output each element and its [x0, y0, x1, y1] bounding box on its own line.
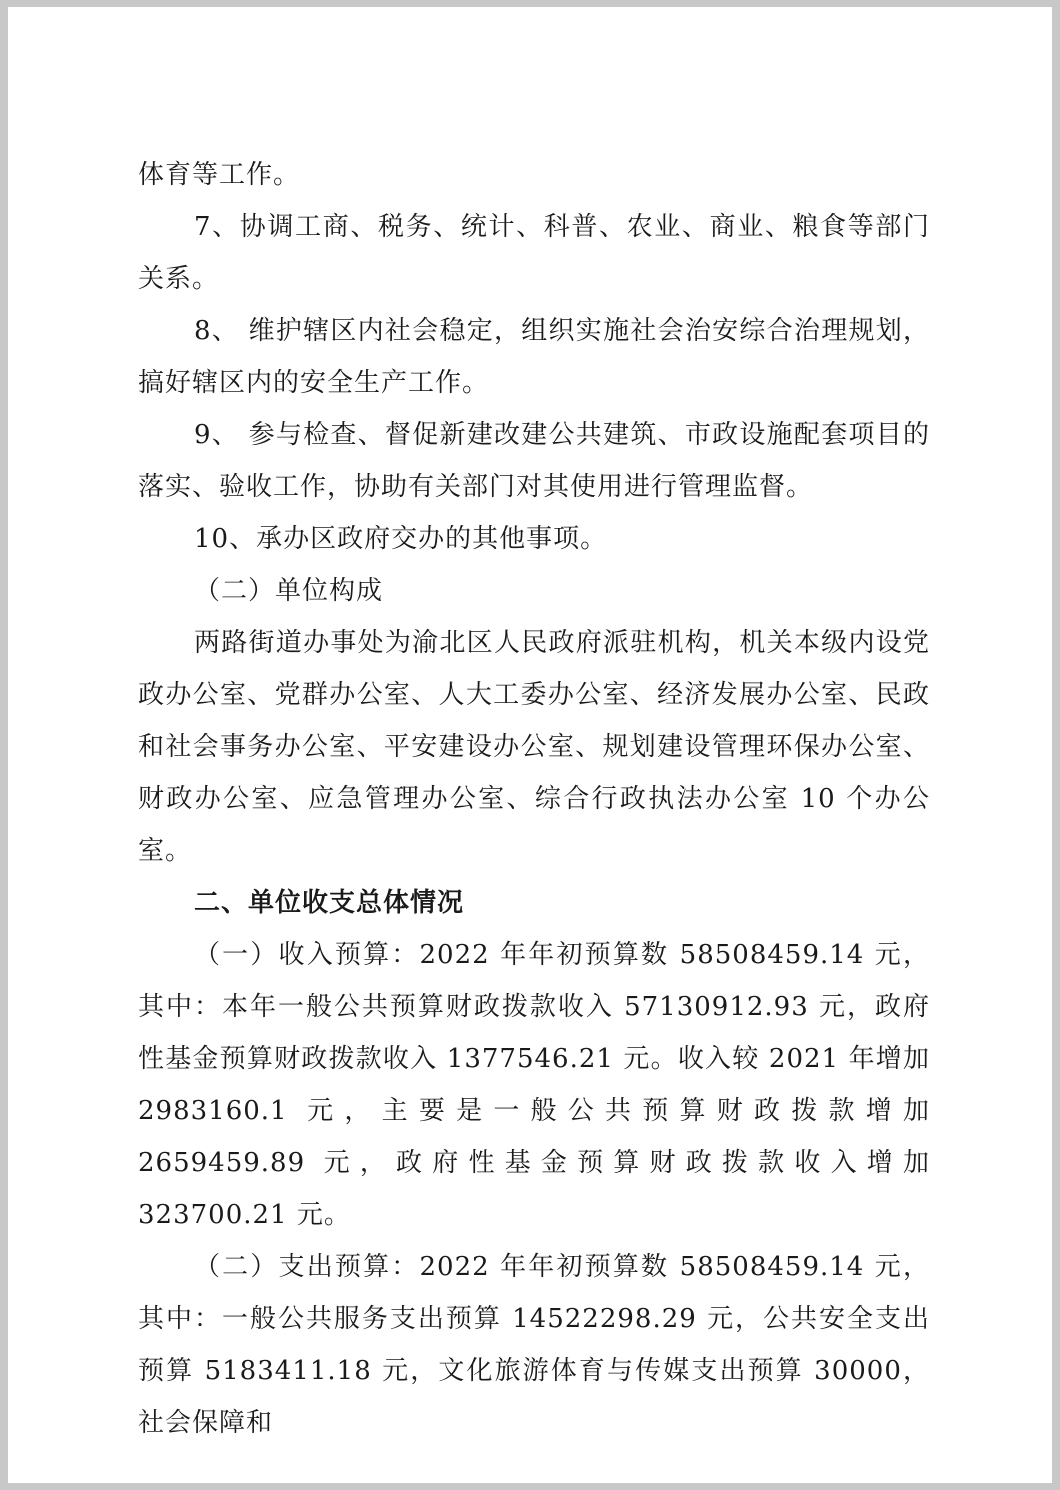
subheading-unit-composition: （二）单位构成 [194, 576, 384, 606]
duty-item-10: 10、承办区政府交办的其他事项。 [194, 524, 608, 554]
expense-budget-paragraph: （二）支出预算：2022 年年初预算数 58508459.14 元，其中：一般公共服务支出预算 14522298.29 元，公共安全支出预算 5183411.18 元，文化旅游体育与传媒支出预算 30000，社会保障和 [138, 1252, 930, 1438]
section-heading-income-expense: 二、单位收支总体情况 [194, 888, 465, 918]
unit-composition-paragraph: 两路街道办事处为渝北区人民政府派驻机构，机关本级内设党政办公室、党群办公室、人大工委办公室、经济发展办公室、民政和社会事务办公室、平安建设办公室、规划建设管理环保办公室、财政办公室、应急管理办公室、综合行政执法办公室 10 个办公室。 [138, 628, 930, 866]
duty-item-7: 7、协调工商、税务、统计、科普、农业、商业、粮食等部门关系。 [138, 212, 930, 294]
duty-item-8: 8、 维护辖区内社会稳定，组织实施社会治安综合治理规划，搞好辖区内的安全生产工作。 [138, 316, 930, 398]
document-body [138, 149, 930, 1449]
document-page [8, 7, 1052, 1483]
continuation-paragraph: 体育等工作。 [138, 160, 301, 190]
income-budget-paragraph: （一）收入预算：2022 年年初预算数 58508459.14 元，其中：本年一般公共预算财政拨款收入 57130912.93 元，政府性基金预算财政拨款收入 1377546.21 元。收入较 2021 年增加 2983160.1 元，主要是一般公共预算财政拨款增加 2659459.89 元，政府性基金预算财政拨款收入增加 323700.21 元。 [138, 940, 930, 1230]
duty-item-9: 9、 参与检查、督促新建改建公共建筑、市政设施配套项目的落实、验收工作，协助有关部门对其使用进行管理监督。 [138, 420, 930, 502]
